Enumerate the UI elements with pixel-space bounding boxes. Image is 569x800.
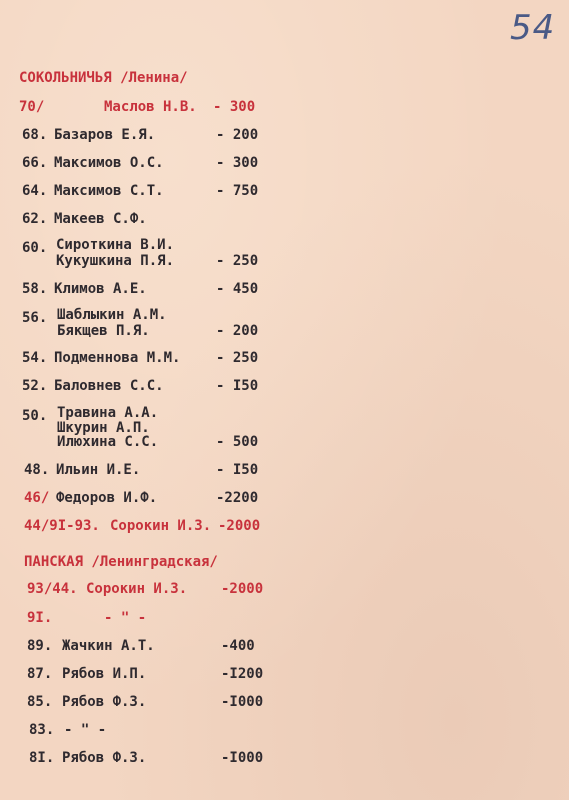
- entry-name-2: Кукушкина П.Я.: [56, 253, 175, 269]
- entry-amount: - 500: [216, 434, 259, 450]
- entry-name-2: Шкурин А.П.: [57, 420, 150, 436]
- entry-number: 89.: [27, 638, 53, 654]
- entry-name: Жачкин А.Т.: [62, 638, 155, 654]
- entry-name: Маслов Н.В.: [104, 99, 197, 115]
- entry-name: Максимов С.Т.: [54, 183, 164, 199]
- entry-name: - " -: [104, 610, 147, 626]
- entry-name: Сироткина В.И.: [56, 237, 175, 253]
- entry-name: Рябов Ф.З.: [62, 750, 147, 766]
- entry-amount: - 450: [216, 281, 259, 297]
- entry-amount: - 250: [216, 253, 259, 269]
- entry-amount: - 200: [216, 323, 259, 339]
- entry-name: Базаров Е.Я.: [54, 127, 156, 143]
- entry-amount: - I50: [216, 378, 259, 394]
- entry-amount: -I200: [221, 666, 264, 682]
- entry-number: 8I.: [29, 750, 55, 766]
- entry-number: 70/: [19, 99, 45, 115]
- entry-number: 54.: [22, 350, 48, 366]
- entry-amount: -2000: [221, 581, 264, 597]
- entry-number: 58.: [22, 281, 48, 297]
- entry-name: Сорокин И.З.: [86, 581, 188, 597]
- entry-name: Рябов И.П.: [62, 666, 147, 682]
- entry-number: 66.: [22, 155, 48, 171]
- entry-amount: - 750: [216, 183, 259, 199]
- entry-name: Рябов Ф.З.: [62, 694, 147, 710]
- entry-number: 52.: [22, 378, 48, 394]
- entry-name: - " -: [64, 722, 107, 738]
- page-number: 54: [510, 8, 556, 48]
- entry-number: 85.: [27, 694, 53, 710]
- entry-number: 83.: [29, 722, 55, 738]
- entry-amount: -400: [221, 638, 255, 654]
- entry-name: Сорокин И.З.: [110, 518, 212, 534]
- entry-name: Макеев С.Ф.: [54, 211, 147, 227]
- entry-name: Подменнова М.М.: [54, 350, 181, 366]
- entry-name: Максимов О.С.: [54, 155, 164, 171]
- entry-amount: -I000: [221, 750, 264, 766]
- entry-number: 93/44.: [27, 581, 78, 597]
- entry-name: Баловнев С.С.: [54, 378, 164, 394]
- section-heading: СОКОЛЬНИЧЬЯ /Ленина/: [19, 70, 188, 86]
- entry-name: Шаблыкин А.М.: [57, 307, 167, 323]
- entry-name: Ильин И.Е.: [56, 462, 141, 478]
- entry-number: 56.: [22, 310, 48, 326]
- entry-number: 87.: [27, 666, 53, 682]
- entry-number: 48.: [24, 462, 50, 478]
- entry-number: 62.: [22, 211, 48, 227]
- entry-number: 44/9I-93.: [24, 518, 100, 534]
- entry-name-3: Илюхина С.С.: [57, 434, 159, 450]
- entry-amount: -I000: [221, 694, 264, 710]
- entry-number: 60.: [22, 240, 48, 256]
- entry-number: 64.: [22, 183, 48, 199]
- entry-name: Травина А.А.: [57, 405, 159, 421]
- entry-name: Федоров И.Ф.: [56, 490, 158, 506]
- entry-number: 9I.: [27, 610, 53, 626]
- entry-amount: -2200: [216, 490, 259, 506]
- entry-number: 50.: [22, 408, 48, 424]
- section-heading: ПАНСКАЯ /Ленинградская/: [24, 554, 218, 570]
- entry-amount: - 250: [216, 350, 259, 366]
- entry-name: Климов А.Е.: [54, 281, 147, 297]
- entry-number: 46/: [24, 490, 50, 506]
- entry-amount: - 300: [216, 155, 259, 171]
- entry-amount: -2000: [218, 518, 261, 534]
- entry-amount: - 300: [213, 99, 256, 115]
- entry-amount: - I50: [216, 462, 259, 478]
- entry-amount: - 200: [216, 127, 259, 143]
- entry-name-2: Бякщев П.Я.: [57, 323, 150, 339]
- entry-number: 68.: [22, 127, 48, 143]
